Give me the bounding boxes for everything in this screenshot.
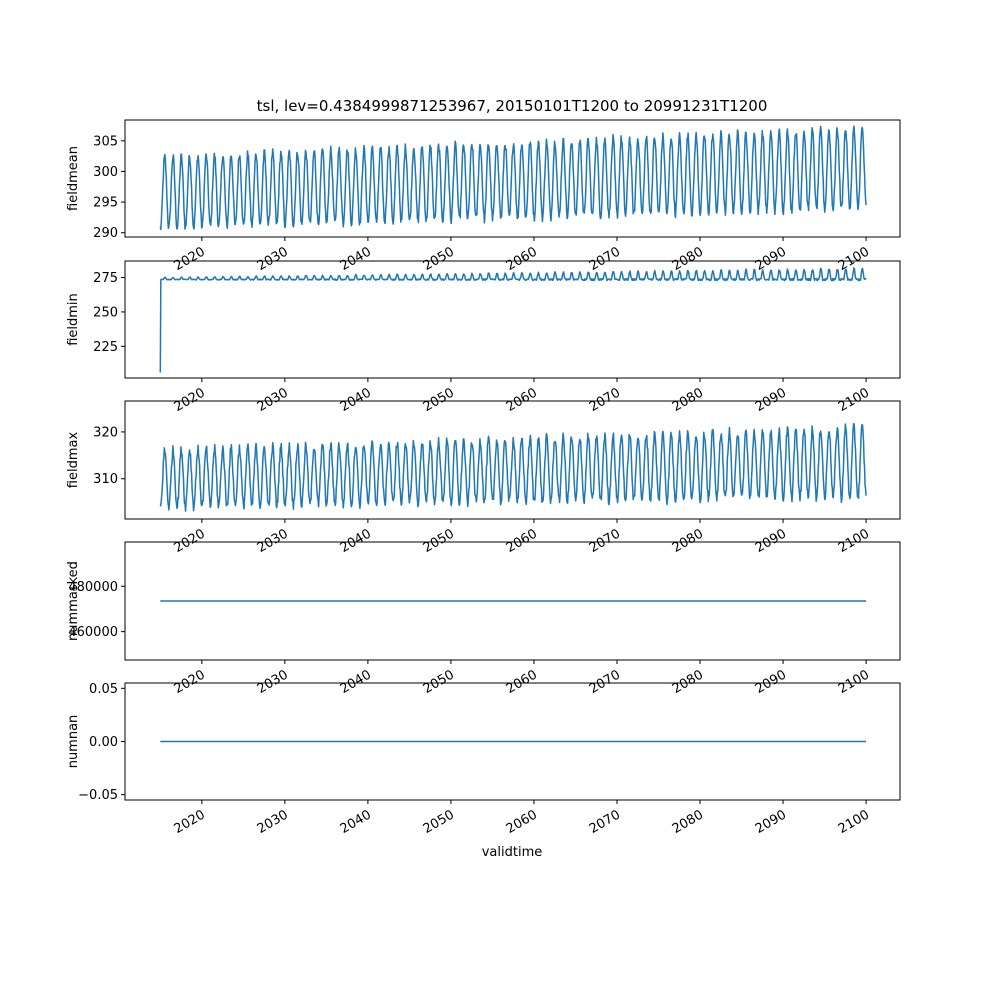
x-tick-label: 2090 xyxy=(752,667,790,698)
x-tick-label: 2090 xyxy=(752,526,790,557)
x-tick-label: 2080 xyxy=(669,385,707,416)
x-tick-label: 2070 xyxy=(586,244,623,275)
y-axis-label-nummasked: nummasked xyxy=(66,561,81,641)
x-tick-labels-fieldmean xyxy=(172,244,872,274)
x-tick-label: 2070 xyxy=(586,526,623,557)
y-tick-label-numnan: 0.00 xyxy=(89,735,118,750)
x-tick-label: 2050 xyxy=(420,526,457,557)
y-tick-label-numnan: −0.05 xyxy=(78,788,118,804)
x-tick-label: 2060 xyxy=(503,526,540,557)
x-tick-label: 2020 xyxy=(171,526,208,557)
x-tick-label: 2070 xyxy=(586,385,623,416)
x-tick-label: 2080 xyxy=(669,807,707,838)
y-tick-label-fieldmax: 320 xyxy=(93,425,118,441)
y-tick-label-fieldmax: 310 xyxy=(93,472,118,488)
x-tick-label: 2100 xyxy=(835,526,873,557)
x-tick-label: 2050 xyxy=(420,244,457,275)
x-tick-labels-numnan xyxy=(172,807,872,837)
y-axis-label-numnan: numnan xyxy=(66,714,81,769)
x-tick-label: 2060 xyxy=(503,667,540,698)
panel-nummasked xyxy=(66,542,900,697)
x-axis-label: validtime xyxy=(481,845,543,860)
x-tick-label: 2080 xyxy=(669,526,707,557)
y-axis-label-fieldmin: fieldmin xyxy=(66,293,81,346)
x-tick-label: 2030 xyxy=(254,807,291,838)
x-tick-label: 2050 xyxy=(420,667,457,698)
y-tick-label-fieldmean: 305 xyxy=(93,134,118,150)
x-tick-label: 2100 xyxy=(835,385,873,416)
x-tick-labels-fieldmin xyxy=(172,385,872,415)
x-tick-label: 2040 xyxy=(337,667,374,698)
x-tick-label: 2030 xyxy=(254,244,291,275)
x-tick-label: 2060 xyxy=(503,807,540,838)
series-line-fieldmean xyxy=(160,126,866,229)
panels xyxy=(66,120,900,837)
x-tick-label: 2020 xyxy=(171,667,208,698)
x-tick-label: 2040 xyxy=(337,385,374,416)
panel-fieldmin xyxy=(66,261,900,415)
x-tick-label: 2030 xyxy=(254,385,291,416)
y-tick-label-fieldmin: 225 xyxy=(93,339,118,355)
x-tick-label: 2060 xyxy=(503,244,540,275)
x-tick-labels-fieldmax xyxy=(172,526,872,556)
x-tick-label: 2070 xyxy=(586,667,623,698)
x-tick-label: 2080 xyxy=(669,667,707,698)
x-tick-label: 2040 xyxy=(337,526,374,557)
chart-title: tsl, lev=0.4384999871253967, 20150101T1200 to 20991231T1200 xyxy=(256,97,768,115)
x-tick-label: 2050 xyxy=(420,385,457,416)
y-tick-label-fieldmean: 295 xyxy=(93,195,118,211)
y-tick-label-numnan: 0.05 xyxy=(89,681,118,697)
x-tick-label: 2040 xyxy=(337,244,374,275)
y-tick-label-fieldmin: 250 xyxy=(93,305,118,321)
x-tick-label: 2100 xyxy=(835,807,873,838)
panel-numnan xyxy=(66,682,900,837)
x-tick-label: 2020 xyxy=(171,385,208,416)
x-tick-label: 2020 xyxy=(171,244,208,275)
x-tick-label: 2040 xyxy=(337,807,374,838)
x-tick-label: 2030 xyxy=(254,526,291,557)
x-tick-label: 2090 xyxy=(752,807,790,838)
y-tick-label-fieldmin: 275 xyxy=(93,271,118,287)
x-tick-label: 2070 xyxy=(586,807,623,838)
x-tick-label: 2100 xyxy=(835,244,873,275)
x-tick-label: 2030 xyxy=(254,667,291,698)
x-tick-labels-nummasked xyxy=(172,667,872,697)
y-axis-label-fieldmean: fieldmean xyxy=(66,146,81,211)
x-tick-label: 2100 xyxy=(835,667,873,698)
y-tick-label-nummasked: 460000 xyxy=(68,625,118,641)
x-tick-label: 2080 xyxy=(669,244,707,275)
x-tick-label: 2020 xyxy=(171,807,208,838)
y-axis-label-fieldmax: fieldmax xyxy=(66,431,81,489)
x-tick-label: 2090 xyxy=(752,385,790,416)
x-tick-label: 2050 xyxy=(420,807,457,838)
panel-fieldmax xyxy=(66,401,900,556)
x-tick-label: 2090 xyxy=(752,244,790,275)
y-tick-label-fieldmean: 300 xyxy=(93,164,118,180)
series-line-fieldmin xyxy=(160,268,866,373)
y-tick-label-nummasked: 480000 xyxy=(68,579,118,595)
y-tick-label-fieldmean: 290 xyxy=(93,226,118,242)
panel-fieldmean xyxy=(66,120,900,274)
series-line-fieldmax xyxy=(160,424,866,512)
x-tick-label: 2060 xyxy=(503,385,540,416)
